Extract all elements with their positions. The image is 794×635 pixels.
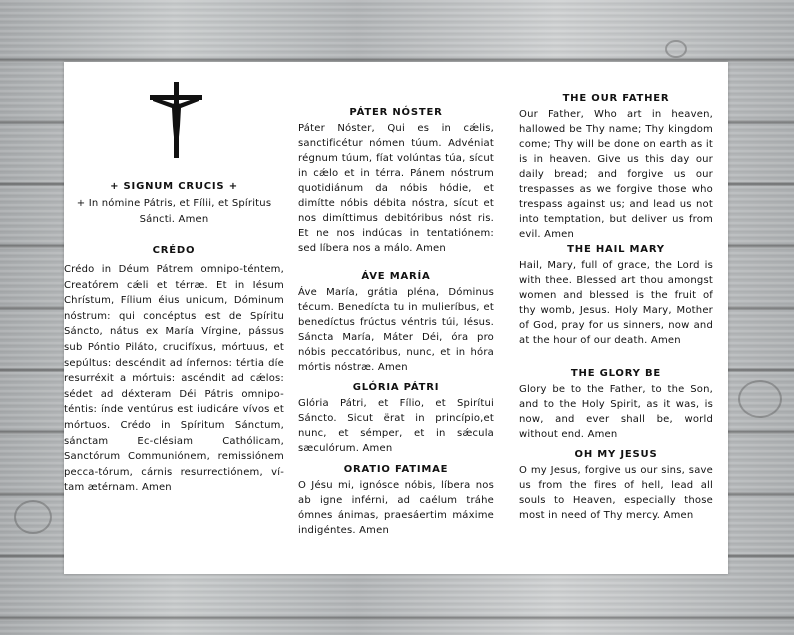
oratio-fatimae-title: ORATIO FATIMAE	[343, 464, 449, 475]
credo-title: CRÉDO	[152, 245, 196, 256]
crucifix-icon	[150, 82, 202, 158]
gloria-patri-text: Glória Pátri, et Fílio, et Spirítui Sáncto. Sicut ërat in princípio,et nunc, et sémper, et in sǽcula sæculórum. Amen	[298, 398, 494, 454]
credo-text: Crédo in Déum Pátrem omnipo-téntem, Creatórem cǽli et térræ. Et in Iésum Chrístum, Fílium éius unicum, Dóminum nóstrum: qui concéptus est de Spíritu Sáncto, nátus ex María Vírgine, pássus sub Póntio Piláto, crucifíxus, mórtuus, et sepúltus: descéndit ad ínfernos: tértia díe resurréxit a mórtuis: ascéndit ad cǽlos: sédet ad déxteram Déi Pátris omnipo-téntis: índe ventúrus est iudicáre vívos et mórtuos. Crédo in Spíritum Sánctum, sánctam Ec-clésiam Cathólicam, Sanctórum Communiónem, remissiónem pecca-tórum, cárnis resurrectiónem, ví-tam ætérnam. Amen	[64, 264, 284, 494]
prayer-card-sheet	[64, 62, 728, 574]
oh-my-jesus-text: O my Jesus, forgive us our sins, save us from the fires of hell, lead all souls to Heaven, especially those most in need of Thy mercy. Amen	[519, 465, 713, 521]
wood-knot	[665, 40, 687, 58]
oh-my-jesus-title: OH MY JESUS	[574, 449, 658, 460]
hail-mary-text: Hail, Mary, full of grace, the Lord is with thee. Blessed art thou amongst women and blessed is the fruit of thy womb, Jesus. Holy Mary, Mother of God, pray for us sinners, now and at the hour of our death. Amen	[519, 260, 713, 346]
glory-be-title: THE GLORY BE	[570, 368, 662, 379]
ave-maria-title: ÁVE MARÍA	[361, 271, 431, 282]
oratio-fatimae-text: O Jésu mi, ignósce nóbis, líbera nos ab igne inférni, ad caélum tráhe ómnes ánimas, praesáertim máxime indigéntes. Amen	[298, 480, 494, 536]
our-father-text: Our Father, Who art in heaven, hallowed be Thy name; Thy kingdom come; Thy will be done on earth as it is in heaven. Give us this day our daily bread; and forgive us our trespasses as we forgive those who trespass against us; and lead us not into temptation, but deliver us from evil. Amen	[519, 109, 713, 240]
ave-maria-text: Áve María, grátia pléna, Dóminus técum. Benedícta tu in mulieríbus, et benedíctus frúctus véntris túi, Iésus. Sáncta María, Máter Déi, óra pro nóbis peccatóribus, nunc, et in hóra mórtis nóstræ. Amen	[298, 287, 494, 373]
pater-noster-text: Páter Nóster, Qui es in cǽlis, sanctificétur nómen túum. Advéniat régnum túum, fíat volúntas túa, sícut in cǽlo et in térra. Pánem nóstrum quotidiánum da nóbis hódie, et dimítte nóbis débita nóstra, sícut et nos dimíttimus debitóribus nóst ris. Et ne nos indúcas in tentatiónem: sed líbera nos a málo. Amen	[298, 123, 494, 254]
pater-noster-title: PÁTER NÓSTER	[349, 107, 443, 118]
signum-crucis-text: + In nómine Pátris, et Fílii, et Spíritus Sáncti. Amen	[76, 198, 272, 225]
gloria-patri-title: GLÓRIA PÁTRI	[352, 382, 440, 393]
wood-knot	[14, 500, 52, 534]
glory-be-text: Glory be to the Father, to the Son, and to the Holy Spirit, as it was, is now, and ever shall be, world without end. Amen	[519, 384, 713, 440]
wood-knot	[738, 380, 782, 418]
signum-crucis-title: + SIGNUM CRUCIS +	[110, 181, 238, 192]
hail-mary-title: THE HAIL MARY	[567, 244, 665, 255]
our-father-title: THE OUR FATHER	[562, 93, 670, 104]
